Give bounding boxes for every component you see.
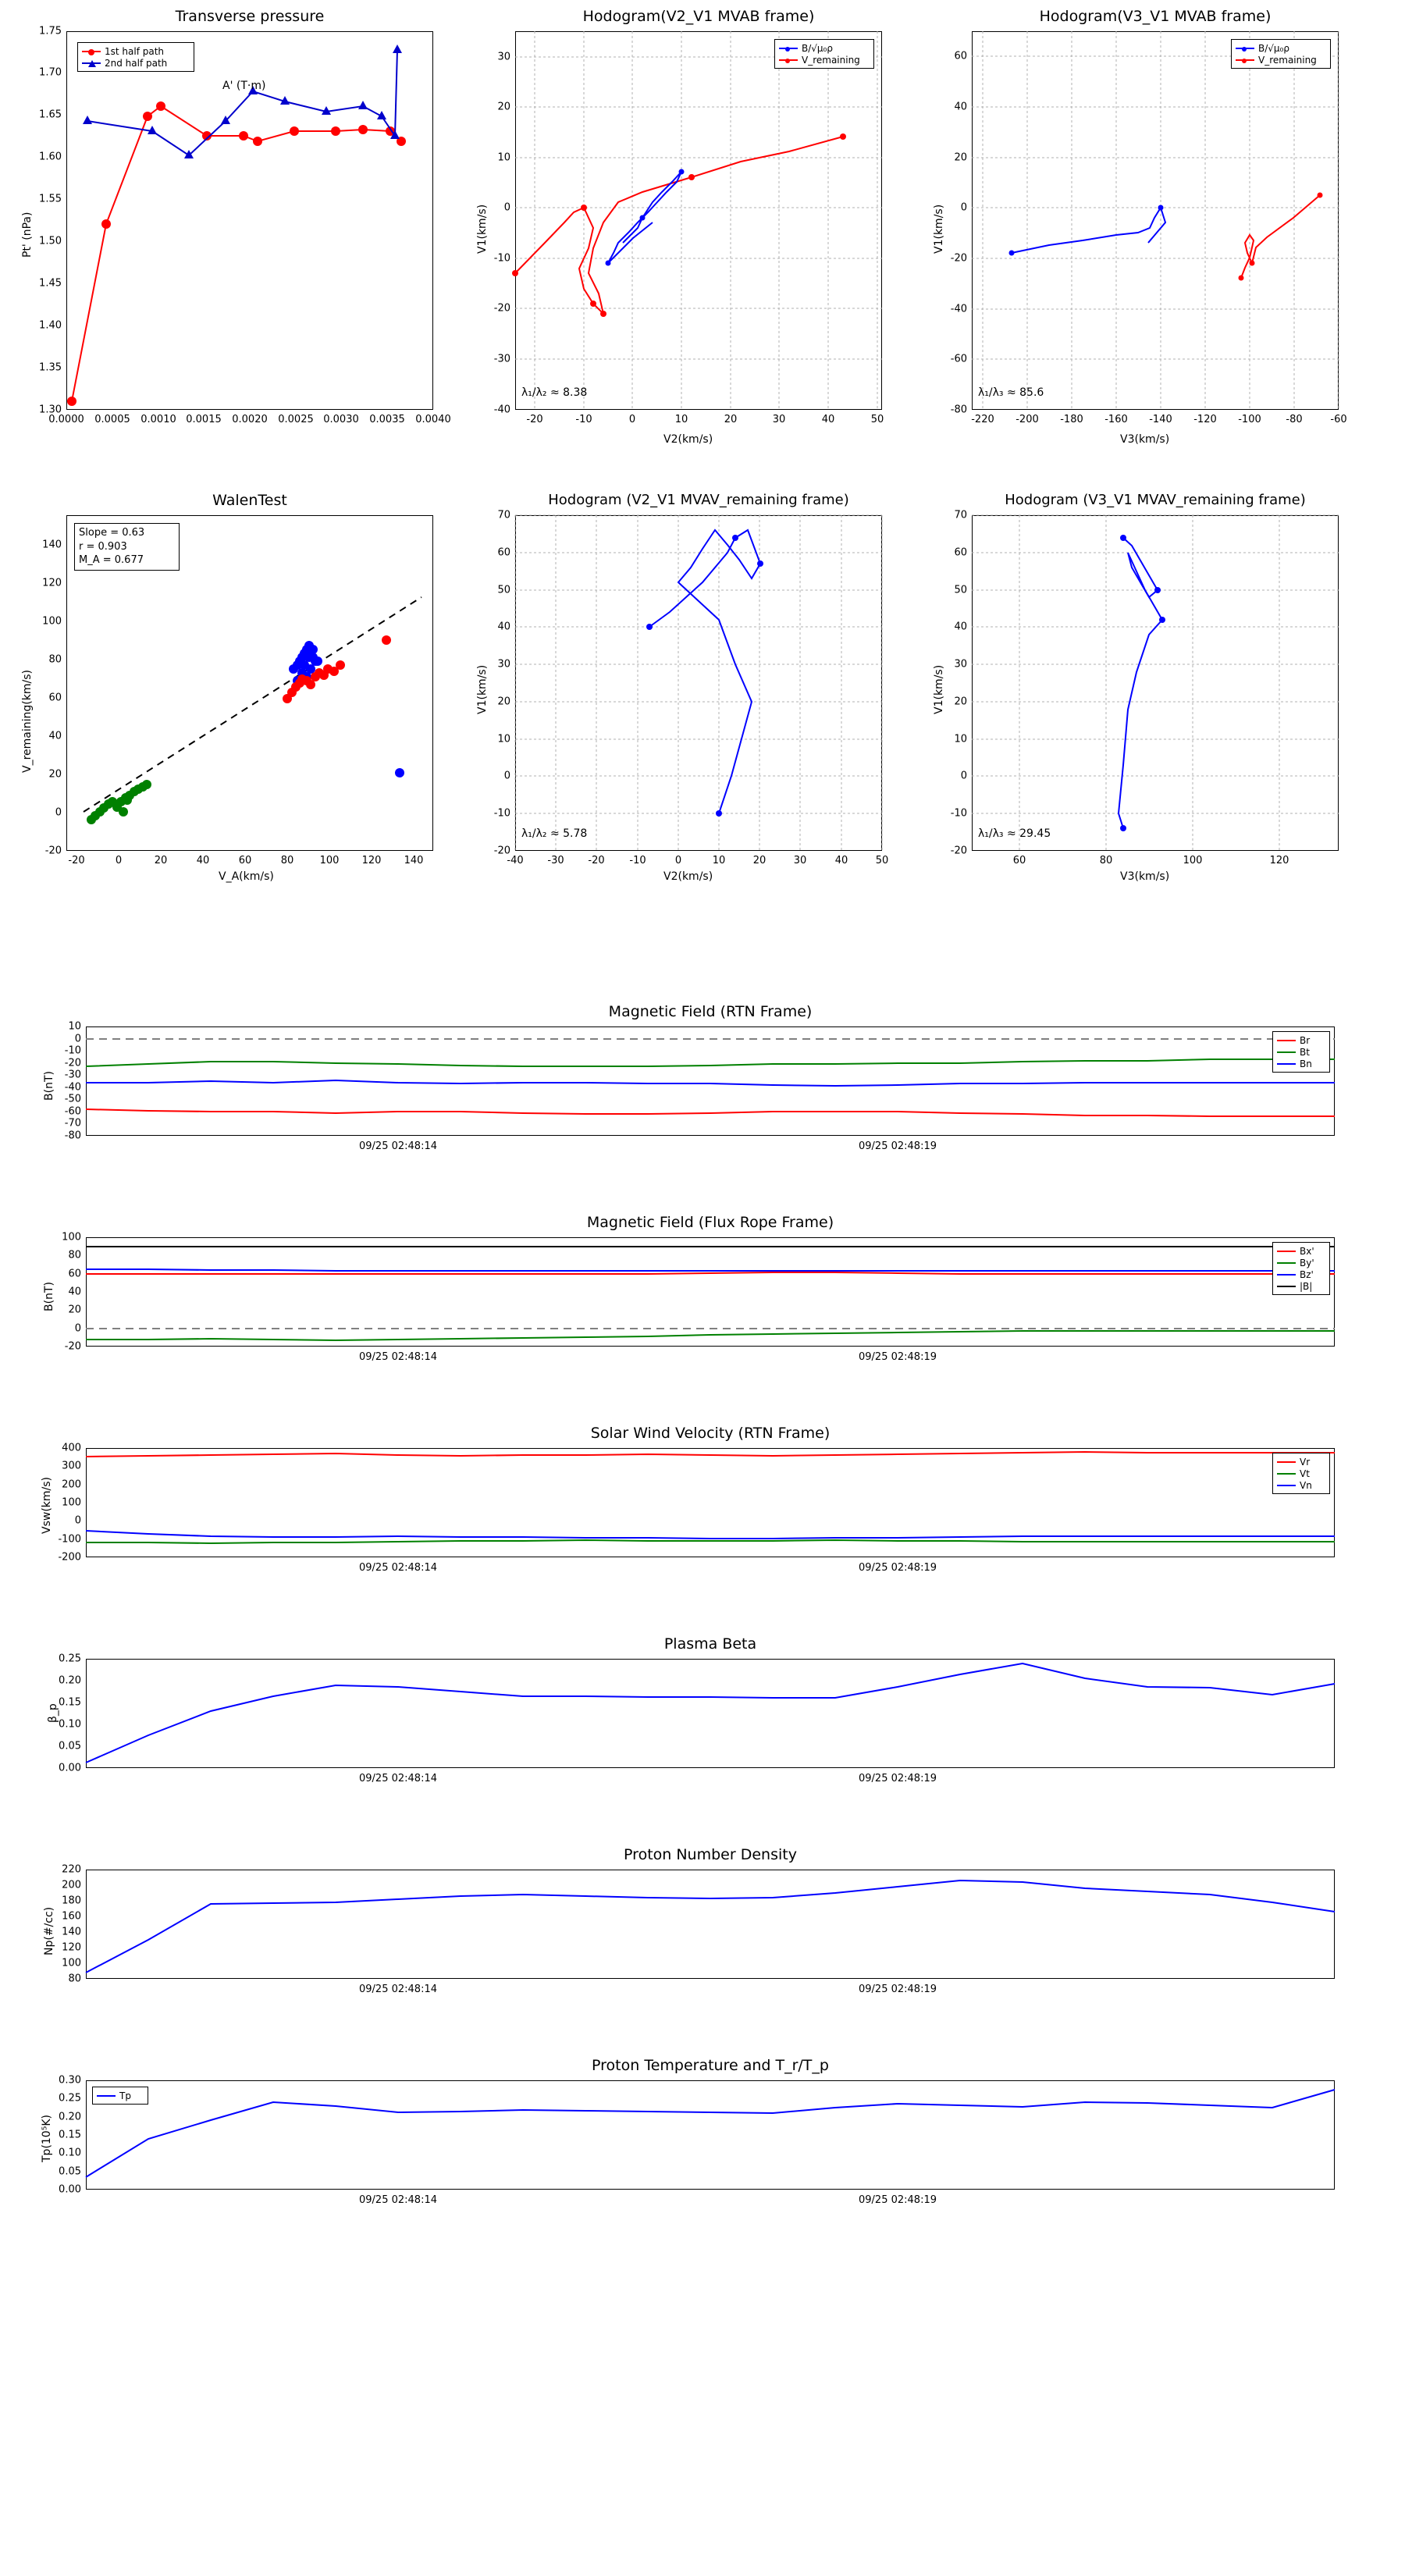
y-tick: 180 [62, 1895, 81, 1907]
panel-magnetic-field-flux-rope [43, 1214, 1335, 1363]
y-tick: 1.35 [39, 361, 62, 374]
x-tick: -20 [588, 855, 605, 866]
circle-marker-icon [1242, 47, 1247, 52]
legend-line-swatch [1236, 48, 1254, 49]
legend-line-swatch [779, 59, 798, 61]
y-tick: 10 [497, 733, 510, 745]
y-tick: -70 [64, 1117, 81, 1130]
panel-title: Plasma Beta [663, 1635, 757, 1653]
x-tick: 09/25 02:48:14 [359, 1351, 437, 1363]
y-tick: 0.30 [59, 2074, 81, 2087]
y-tick: -30 [64, 1069, 81, 1081]
y-tick: 1.60 [39, 151, 62, 163]
legend-hodogram-v2v1-mvab [774, 39, 874, 69]
legend-line-swatch [1277, 1286, 1296, 1287]
legend-line-swatch [1277, 1461, 1296, 1463]
y-tick: 20 [954, 696, 967, 708]
y-tick: 0.25 [59, 1653, 81, 1665]
x-tick: -60 [1330, 414, 1347, 425]
legend-row [1277, 1058, 1325, 1069]
panel-title: Transverse pressure [175, 8, 325, 25]
y-tick: 20 [497, 696, 510, 708]
x-tick: 0.0030 [323, 414, 359, 425]
legend-hodogram-v3v1-mvab [1231, 39, 1331, 69]
panel-hodogram-v3v1-mvab [933, 8, 1347, 446]
y-tick: 0.25 [59, 2092, 81, 2105]
y-tick: 200 [62, 1879, 81, 1891]
legend-label: B/√μ₀ρ [802, 42, 833, 54]
x-tick: 100 [1183, 855, 1203, 866]
legend-line-swatch [1277, 1040, 1296, 1041]
panel-title: Hodogram(V2_V1 MVAB frame) [582, 8, 815, 25]
legend-label: Vr [1300, 1456, 1311, 1468]
legend-label: |B| [1300, 1280, 1313, 1292]
y-tick: 60 [497, 546, 510, 559]
panel-title: Solar Wind Velocity (RTN Frame) [590, 1425, 831, 1442]
y-tick: 160 [62, 1910, 81, 1923]
y-tick: -100 [58, 1533, 81, 1546]
y-tick: 40 [497, 621, 510, 633]
legend-line-swatch [82, 51, 101, 52]
legend-label: Br [1300, 1034, 1311, 1046]
y-tick: 0.05 [59, 2165, 81, 2178]
y-tick: -80 [64, 1130, 81, 1142]
plot-series [86, 1237, 1335, 1347]
x-tick: 09/25 02:48:19 [859, 1984, 937, 1995]
x-tick: 20 [724, 414, 738, 425]
x-tick: 120 [361, 855, 382, 866]
circle-marker-icon [785, 47, 790, 52]
y-tick: 120 [62, 1941, 81, 1954]
x-tick: -140 [1149, 414, 1172, 425]
y-tick: 50 [954, 584, 967, 596]
plot-series [86, 2080, 1335, 2190]
y-tick: 1.45 [39, 277, 62, 290]
y-tick: -20 [493, 302, 510, 315]
y-tick: -20 [44, 845, 62, 857]
y-tick: 100 [62, 1957, 81, 1969]
x-tick: 30 [793, 855, 807, 866]
x-tick: 09/25 02:48:19 [859, 1140, 937, 1152]
panel-hodogram-v2v1-mvav [476, 492, 889, 883]
y-axis-label: V_remaining(km/s) [21, 670, 34, 773]
legend-line-swatch [1236, 59, 1254, 61]
y-tick: 30 [497, 658, 510, 671]
y-tick: -10 [950, 807, 967, 820]
x-tick: -20 [526, 414, 543, 425]
y-axis-label: V1(km/s) [933, 664, 945, 714]
eigenvalue-ratio-annotation: λ₁/λ₂ ≈ 5.78 [521, 827, 588, 840]
y-tick: 0.10 [59, 2147, 81, 2159]
x-tick: 10 [674, 414, 688, 425]
y-tick: -30 [493, 353, 510, 365]
y-tick: -40 [64, 1081, 81, 1094]
x-tick: -200 [1016, 414, 1039, 425]
legend-row [1277, 1468, 1325, 1479]
x-tick: 0 [674, 855, 682, 866]
x-axis-label: V2(km/s) [663, 870, 713, 883]
y-tick: -60 [950, 353, 967, 365]
y-tick: 30 [497, 51, 510, 63]
plot-series [972, 31, 1339, 410]
legend-label: V_remaining [802, 54, 860, 66]
y-axis-label: V1(km/s) [476, 664, 489, 714]
y-axis-label: B(nT) [43, 1071, 55, 1101]
walen-test-stats [74, 523, 180, 571]
y-tick: 0 [55, 806, 62, 819]
legend-magnetic-field-rtn [1272, 1031, 1330, 1073]
panel-title: Proton Temperature and T_r/T_p [592, 2057, 829, 2074]
x-tick: 80 [1099, 855, 1113, 866]
panel-solar-wind-velocity-rtn [41, 1425, 1335, 1574]
x-tick: -160 [1104, 414, 1128, 425]
panel-plasma-beta [47, 1635, 1335, 1784]
panel-title: WalenTest [212, 492, 287, 509]
panel-title: Hodogram(V3_V1 MVAB frame) [1039, 8, 1272, 25]
x-tick: 10 [712, 855, 726, 866]
legend-line-swatch [1277, 1274, 1296, 1276]
panel-title: Proton Number Density [624, 1846, 797, 1863]
y-tick: 70 [954, 509, 967, 521]
x-tick: -80 [1286, 414, 1303, 425]
x-tick: 60 [238, 855, 252, 866]
x-tick: -30 [547, 855, 564, 866]
legend-proton-temperature [92, 2087, 148, 2105]
x-tick: 09/25 02:48:19 [859, 1351, 937, 1363]
legend-label: Bx' [1300, 1245, 1314, 1257]
circle-marker-icon [785, 59, 790, 63]
y-tick: 0.00 [59, 2183, 81, 2196]
legend-magnetic-field-flux-rope [1272, 1242, 1330, 1295]
y-tick: 0 [503, 770, 510, 782]
panel-title: Hodogram (V3_V1 MVAV_remaining frame) [1005, 492, 1306, 508]
y-tick: -50 [64, 1093, 81, 1105]
y-tick: 0 [503, 201, 510, 214]
y-tick: 1.55 [39, 193, 62, 205]
y-tick: 30 [954, 658, 967, 671]
y-tick: 80 [68, 1973, 81, 1985]
y-tick: 0.20 [59, 1674, 81, 1687]
x-tick: 09/25 02:48:14 [359, 1562, 437, 1574]
y-tick: 60 [68, 1268, 81, 1280]
mach-number-value: M_A = 0.677 [79, 554, 144, 567]
x-tick: 0.0035 [369, 414, 405, 425]
x-tick: 120 [1269, 855, 1289, 866]
x-axis-label: V_A(km/s) [219, 870, 274, 883]
legend-label: B/√μ₀ρ [1258, 42, 1289, 54]
y-tick: -20 [950, 845, 967, 857]
circle-marker-icon [1242, 59, 1247, 63]
y-axis-label: Tp(10⁵K) [41, 2115, 53, 2162]
panel-magnetic-field-rtn [43, 1003, 1335, 1152]
plot-series [515, 31, 882, 410]
y-tick: 120 [42, 577, 62, 589]
x-tick: 30 [772, 414, 786, 425]
y-tick: -10 [64, 1044, 81, 1057]
legend-row [1236, 42, 1326, 54]
x-tick: -40 [507, 855, 524, 866]
x-tick: 0.0020 [232, 414, 268, 425]
y-tick: 0 [74, 1322, 81, 1335]
slope-value: Slope = 0.63 [79, 527, 145, 539]
legend-line-swatch [97, 2095, 116, 2097]
x-tick: 09/25 02:48:19 [859, 2194, 937, 2206]
x-tick: 0.0010 [140, 414, 176, 425]
y-tick: 0 [74, 1514, 81, 1527]
y-axis-label: V1(km/s) [476, 204, 489, 254]
y-tick: 40 [48, 730, 62, 742]
y-tick: 0.20 [59, 2111, 81, 2123]
plot-series [86, 1659, 1335, 1768]
y-tick: 0.15 [59, 2129, 81, 2141]
x-tick: 09/25 02:48:14 [359, 1140, 437, 1152]
x-tick: 09/25 02:48:14 [359, 1773, 437, 1784]
x-tick: -120 [1193, 414, 1217, 425]
y-tick: -20 [64, 1340, 81, 1353]
panel-proton-temperature [41, 2057, 1335, 2206]
x-tick: -10 [575, 414, 592, 425]
y-axis-label: β_p [47, 1703, 59, 1723]
x-tick: 140 [404, 855, 424, 866]
legend-row [1277, 1268, 1325, 1280]
plot-series [515, 515, 882, 851]
x-tick: -10 [629, 855, 646, 866]
legend-label: Tp [119, 2090, 131, 2101]
plot-series [86, 1448, 1335, 1557]
y-tick: -20 [493, 845, 510, 857]
panel-title: Hodogram (V2_V1 MVAV_remaining frame) [548, 492, 849, 508]
y-tick: 0.10 [59, 1718, 81, 1731]
y-axis-label: Pt' (nPa) [21, 212, 34, 258]
y-tick: 20 [954, 151, 967, 164]
legend-label: V_remaining [1258, 54, 1317, 66]
y-tick: 50 [497, 584, 510, 596]
legend-line-swatch [1277, 1251, 1296, 1252]
x-tick: 40 [821, 414, 835, 425]
legend-label: 2nd half path [105, 57, 168, 69]
panel-hodogram-v3v1-mvav [933, 492, 1339, 883]
y-tick: 1.30 [39, 404, 62, 416]
legend-row [1277, 1034, 1325, 1046]
x-tick: 50 [875, 855, 889, 866]
x-tick: 0.0015 [186, 414, 222, 425]
x-tick: 20 [154, 855, 168, 866]
legend-row [1277, 1257, 1325, 1268]
x-tick: -100 [1238, 414, 1261, 425]
y-tick: 100 [42, 615, 62, 628]
legend-label: Vn [1300, 1479, 1312, 1491]
y-tick: 60 [48, 692, 62, 704]
x-tick: 0.0005 [94, 414, 130, 425]
legend-label: Bt [1300, 1046, 1310, 1058]
legend-line-swatch [82, 62, 101, 64]
x-tick: -20 [68, 855, 85, 866]
legend-solar-wind-velocity [1272, 1453, 1330, 1494]
y-tick: -20 [950, 252, 967, 265]
panel-title: Magnetic Field (RTN Frame) [608, 1003, 813, 1020]
x-tick: 20 [752, 855, 767, 866]
y-tick: 0.15 [59, 1696, 81, 1709]
eigenvalue-ratio-annotation: λ₁/λ₃ ≈ 85.6 [978, 386, 1044, 399]
x-tick: -220 [971, 414, 994, 425]
y-tick: 40 [954, 621, 967, 633]
legend-line-swatch [1277, 1262, 1296, 1264]
y-tick: 300 [62, 1460, 81, 1472]
x-tick: 09/25 02:48:19 [859, 1562, 937, 1574]
x-tick: -180 [1060, 414, 1083, 425]
legend-line-swatch [1277, 1473, 1296, 1475]
y-tick: 80 [48, 653, 62, 666]
legend-label: Bn [1300, 1058, 1312, 1069]
y-tick: 400 [62, 1442, 81, 1454]
y-tick: -40 [950, 303, 967, 315]
legend-label: Vt [1300, 1468, 1310, 1479]
x-axis-label: A' (T·m) [222, 80, 266, 92]
legend-line-swatch [1277, 1051, 1296, 1053]
legend-row [82, 45, 190, 57]
y-tick: 80 [68, 1249, 81, 1261]
y-axis-label: Vsw(km/s) [41, 1476, 53, 1534]
panel-hodogram-v2v1-mvab [476, 8, 884, 446]
y-tick: 10 [497, 151, 510, 164]
y-tick: 60 [954, 50, 967, 62]
x-tick: 0 [115, 855, 123, 866]
x-tick: 0 [628, 414, 636, 425]
y-axis-label: V1(km/s) [933, 204, 945, 254]
x-tick: 0.0025 [278, 414, 314, 425]
x-tick: 80 [280, 855, 294, 866]
y-tick: -10 [493, 252, 510, 265]
y-tick: 100 [62, 1231, 81, 1244]
panel-walen-test [21, 492, 433, 883]
x-tick: 09/25 02:48:19 [859, 1773, 937, 1784]
legend-row [97, 2090, 144, 2101]
x-tick: 40 [834, 855, 848, 866]
x-tick: 0.0000 [48, 414, 84, 425]
y-tick: 0.05 [59, 1740, 81, 1752]
y-tick: -200 [58, 1551, 81, 1564]
y-tick: 20 [48, 768, 62, 781]
y-tick: -10 [493, 807, 510, 820]
legend-row [1277, 1456, 1325, 1468]
y-tick: 40 [68, 1286, 81, 1298]
legend-row [1277, 1479, 1325, 1491]
x-axis-label: V2(km/s) [663, 433, 713, 446]
y-tick: 0.00 [59, 1762, 81, 1774]
x-axis-label: V3(km/s) [1120, 870, 1170, 883]
legend-label: 1st half path [105, 45, 165, 57]
correlation-value: r = 0.903 [79, 540, 127, 553]
x-tick: 09/25 02:48:14 [359, 1984, 437, 1995]
legend-transverse-pressure [77, 42, 194, 72]
y-tick: 10 [68, 1020, 81, 1033]
legend-label: By' [1300, 1257, 1314, 1268]
eigenvalue-ratio-annotation: λ₁/λ₃ ≈ 29.45 [978, 827, 1051, 840]
panel-transverse-pressure [21, 8, 451, 425]
x-axis-label: V3(km/s) [1120, 433, 1170, 446]
panel-title: Magnetic Field (Flux Rope Frame) [586, 1214, 834, 1231]
y-tick: 70 [497, 509, 510, 521]
y-tick: 10 [954, 733, 967, 745]
y-tick: -40 [493, 404, 510, 416]
plot-series [972, 515, 1339, 851]
legend-label: Bz' [1300, 1268, 1314, 1280]
y-tick: 1.70 [39, 66, 62, 79]
y-tick: 20 [497, 101, 510, 113]
eigenvalue-ratio-annotation: λ₁/λ₂ ≈ 8.38 [521, 386, 588, 399]
x-tick: 50 [870, 414, 884, 425]
legend-row [779, 42, 870, 54]
y-tick: 220 [62, 1863, 81, 1876]
plot-series [86, 1870, 1335, 1979]
x-tick: 0.0040 [415, 414, 451, 425]
y-tick: 1.65 [39, 109, 62, 121]
plot-series [86, 1026, 1335, 1136]
y-tick: 1.50 [39, 235, 62, 247]
y-tick: 20 [68, 1304, 81, 1316]
legend-row [82, 57, 190, 69]
y-axis-label: Np(#/cc) [43, 1906, 55, 1955]
legend-line-swatch [1277, 1485, 1296, 1486]
y-tick: 140 [42, 539, 62, 551]
y-tick: -80 [950, 404, 967, 416]
circle-marker-icon [88, 49, 94, 55]
x-tick: 100 [319, 855, 340, 866]
y-tick: 140 [62, 1926, 81, 1938]
y-tick: -20 [64, 1057, 81, 1069]
legend-line-swatch [779, 48, 798, 49]
y-tick: 0 [960, 201, 967, 214]
legend-row [1277, 1280, 1325, 1292]
y-tick: 1.40 [39, 319, 62, 332]
legend-row [1277, 1245, 1325, 1257]
panel-proton-number-density [43, 1846, 1335, 1995]
legend-row [779, 54, 870, 66]
x-tick: 09/25 02:48:14 [359, 2194, 437, 2206]
y-tick: 60 [954, 546, 967, 559]
legend-line-swatch [1277, 1063, 1296, 1065]
y-tick: -60 [64, 1105, 81, 1118]
y-tick: 40 [954, 101, 967, 113]
x-tick: 60 [1012, 855, 1026, 866]
x-tick: 40 [196, 855, 210, 866]
triangle-marker-icon [88, 60, 96, 67]
y-axis-label: B(nT) [43, 1282, 55, 1311]
y-tick: 1.75 [39, 25, 62, 37]
y-tick: 0 [74, 1033, 81, 1045]
legend-row [1236, 54, 1326, 66]
y-tick: 100 [62, 1496, 81, 1509]
y-tick: 0 [960, 770, 967, 782]
y-tick: 200 [62, 1478, 81, 1491]
legend-row [1277, 1046, 1325, 1058]
